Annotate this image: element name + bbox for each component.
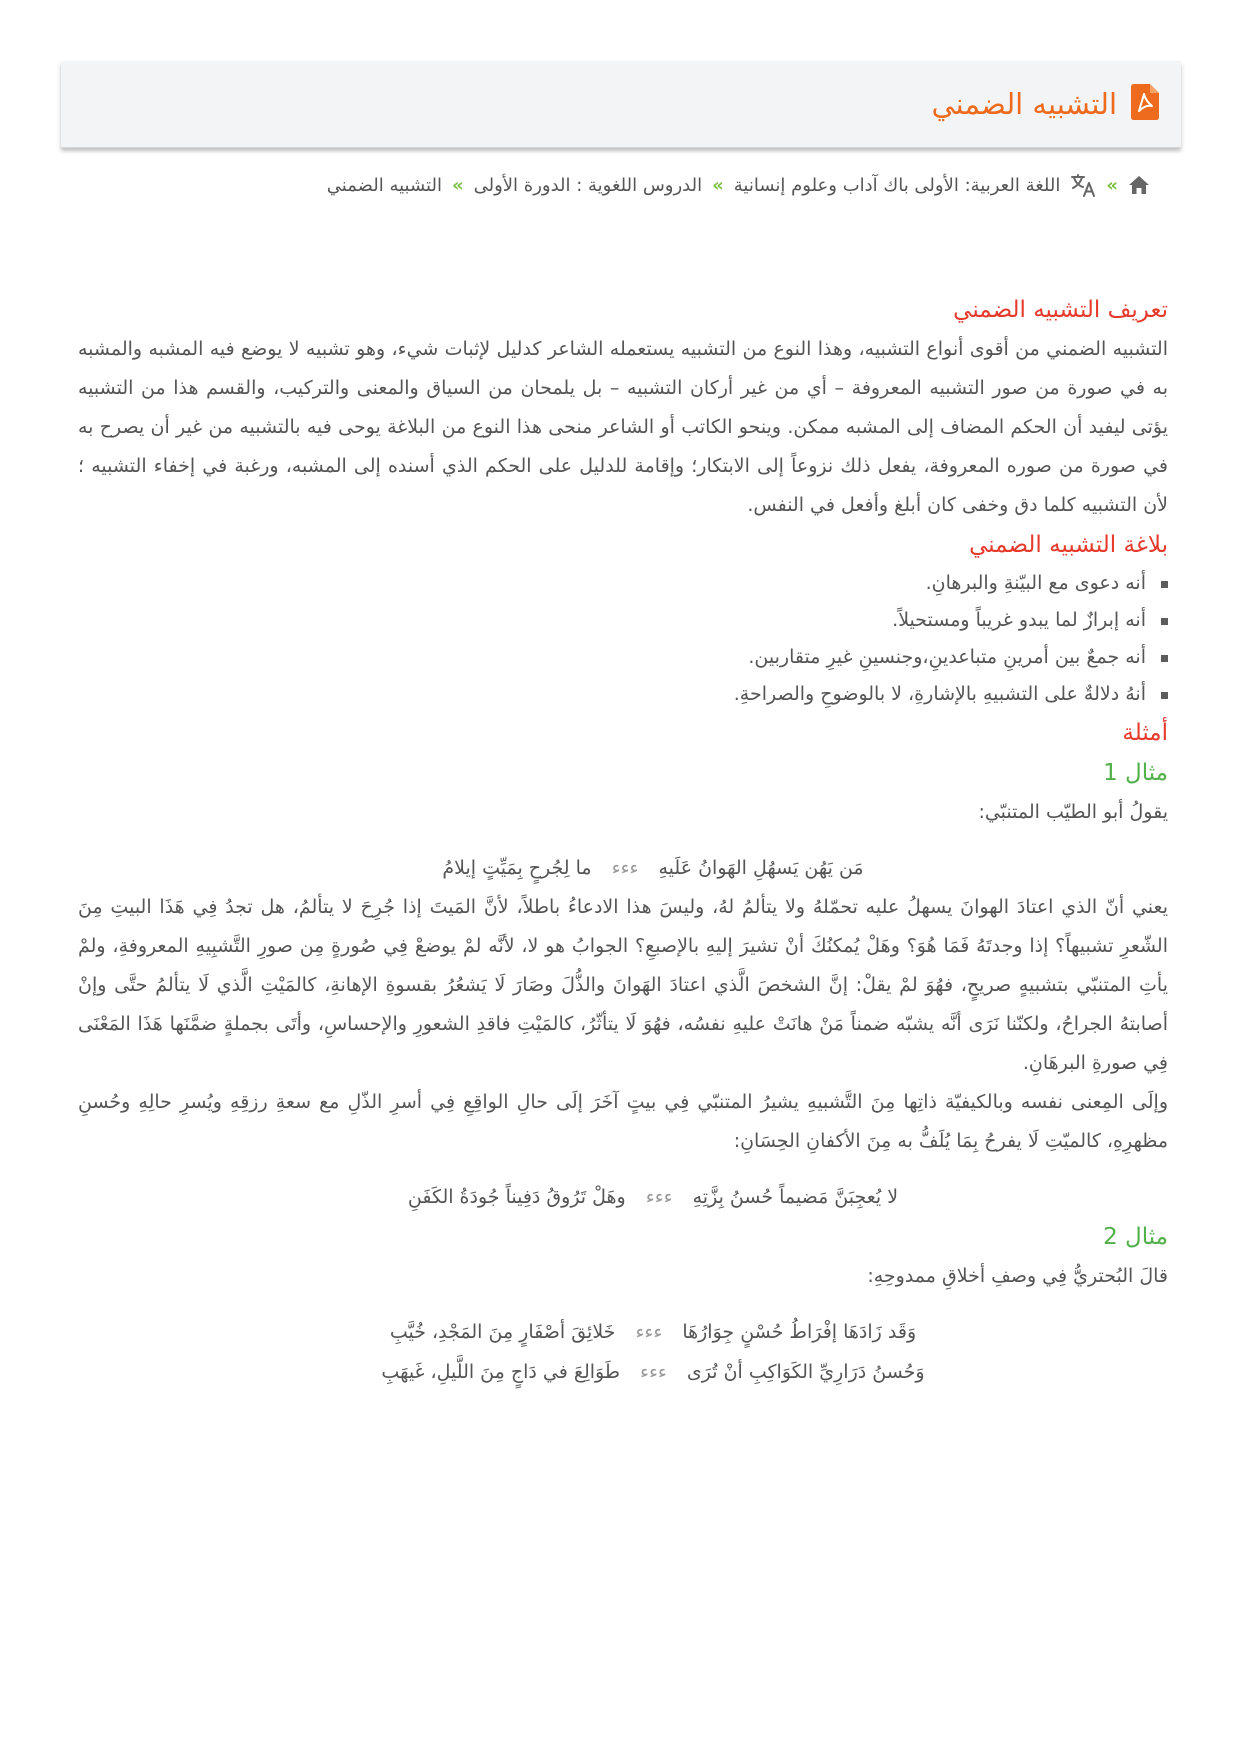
definition-heading: تعريف التشبيه الضمني — [953, 297, 1168, 323]
breadcrumb-separator: » — [451, 174, 464, 196]
rhetoric-list — [78, 565, 1168, 713]
verse-line — [78, 848, 1168, 888]
verse-separator: ءءء — [635, 1321, 663, 1343]
page-header — [61, 61, 1181, 148]
verse-second-hemistich: وهَلْ تَرُوقُ دَفِيناً جُودَةُ الكَفَنِ — [407, 1186, 626, 1208]
bullet-icon — [1161, 581, 1168, 588]
bullet-icon — [1161, 692, 1168, 699]
breadcrumb-separator: » — [712, 174, 724, 196]
home-icon[interactable] — [1128, 175, 1150, 195]
example-2-heading: مثال 2 — [1103, 1224, 1168, 1250]
verse-line — [78, 1177, 1168, 1217]
verse-second-hemistich: ما لِجُرحٍ بِمَيِّتٍ إيلامُ — [442, 857, 592, 879]
list-item: أنه إبرازٌ لما يبدو غريباً ومستحيلاً. — [78, 602, 1146, 639]
example-1-heading: مثال 1 — [1103, 760, 1168, 786]
verse-line — [78, 1312, 1168, 1352]
translate-icon — [1070, 173, 1096, 197]
example-1-intro: يقولُ أبو الطيّب المتنبّي: — [978, 801, 1168, 823]
page-title: التشبيه الضمني — [931, 87, 1117, 121]
definition-paragraph: التشبيه الضمني من أقوى أنواع التشبيه، وهذا النوع من التشبيه يستعمله الشاعر كدليل لإثبات شيء، وهو تشبيه لا يوضع فيه المشبه والمشبه به في صورة من صور التشبيه المعروفة – أي من غير أركان التشبيه – بل يلمحان من السياق والمعنى والتركيب، والقسم هذا من التشبيه يؤتى ليفيد أن الحكم المضاف إلى المشبه ممكن. وينحو الكاتب أو الشاعر منحى هذا النوع من البلاغة يوحى فيه بالتشبيه من غير أن يصرح به في صورة من صوره المعروفة، يفعل ذلك نزوعاً إلى الابتكار؛ وإقامة للدليل على الحكم الذي أسنده إلى المشبه، ورغبة في إخفاء التشبيه ؛ لأن التشبيه كلما دق وخفى كان أبلغ وأفعل في النفس. — [78, 338, 1168, 516]
breadcrumb-item-current: التشبيه الضمني — [326, 174, 442, 196]
examples-heading: أمثلة — [1122, 720, 1168, 746]
verse-second-hemistich: طَوَالِعَ في دَاجٍ مِنَ اللَّيلِ، غَيهَبِ — [381, 1361, 620, 1383]
verse-separator: ءءء — [640, 1361, 667, 1383]
verse-separator: ءءء — [611, 857, 639, 879]
bullet-icon — [1161, 655, 1168, 662]
example-1-explanation: يعني أنّ الذي اعتادَ الهوانَ يسهلُ عليه تحمّلهُ ولا يتألمُ لهُ، وليسَ هذا الادعاءُ باطلاً، لأنَّ المَيتَ إذا جُرِحَ لا يتألمُ، هل تجدُ فِي هَذَا البيتِ مِنَ الشّعرِ تشبيهاً؟ إذا وجدتَهُ فَمَا هُوَ؟ وهَلْ يُمكنُكَ أنْ تشيرَ إليهِ بالإصبعِ؟ الجوابُ هو لا، لأنَّه لمْ يوضعْ فِي صُورةٍ مِن صورِ التَّشبِيهِ المعروفةِ، ولمْ يأتِ المتنبّي بتشبيهٍ صريحٍ، فهُوَ لمْ يقلْ: إنَّ الشخصَ الَّذي اعتادَ الهَوانَ والذُّلَ وصَارَ لَا يَشعُرُ بقسوةِ الإهانةِ، كالمَيْتِ الَّذي لَا يتألمُ حتَّى وإنْ أصابتهُ الجراحُ، ولكنّنا نَرَى أنَّه يشبّه ضمناً مَنْ هانَتْ عليهِ نفسُه، فهُوَ لَا يتأثّرُ، كالمَيْتِ فاقدِ الشعورِ والإحساسِ، وأتَى بجملةٍ ضمَّنَها هَذَا المَعْنَى فِي صورةِ البرهَانِ. — [78, 896, 1168, 1074]
verse-separator: ءءء — [645, 1186, 673, 1208]
verse-second-hemistich: خَلائِقَ أصْفَارٍ مِنَ المَجْدِ، خُيَّبِ — [389, 1321, 616, 1343]
article-content — [78, 290, 1168, 1392]
list-item: أنهُ دلالةٌ على التشبيهِ بالإشارةِ، لا بالوضوحِ والصراحةِ. — [78, 676, 1146, 713]
verse-first-hemistich: لا يُعجِبَنَّ مَضيماً حُسنُ بِزَّتِهِ — [692, 1186, 899, 1208]
verse-line — [78, 1352, 1168, 1392]
breadcrumb-item-arabic[interactable]: اللغة العربية: الأولى باك آداب وعلوم إنسانية — [733, 174, 1061, 196]
list-item: أنه جمعٌ بين أمرينِ متباعدينِ،وجنسينِ غيرِ متقاربين. — [78, 639, 1146, 676]
list-item: أنه دعوى مع البيّنةِ والبرهانِ. — [78, 565, 1146, 602]
breadcrumb-separator: » — [1106, 174, 1118, 196]
example-2-intro: قالَ البُحتريُّ فِي وصفِ أخلاقِ ممدوحِهِ: — [867, 1265, 1168, 1287]
pdf-icon[interactable] — [1131, 84, 1159, 120]
breadcrumb — [327, 168, 1150, 202]
breadcrumb-item-lessons[interactable]: الدروس اللغوية : الدورة الأولى — [473, 174, 703, 196]
verse-first-hemistich: وَقَد زَادَهَا إفْرَاطُ حُسْنٍ جِوَارُهَا — [682, 1321, 917, 1343]
bullet-icon — [1161, 618, 1168, 625]
example-1-explanation-2: وإلَى المِعنى نفسه وبالكيفيّة ذاتِها مِنَ التَّشبيهِ يشيرُ المتنبّي فِي بيتٍ آخَرَ إلَى حالِ الواقِعِ فِي أسرِ الذّلِ مع سعةِ رزقِهِ ويُسرِ حالِهِ وحُسنِ مظهرِهِ، كالميّتِ لَا يفرحُ بِمَا يُلَفُّ به مِنَ الأكفانِ الحِسَانِ: — [78, 1091, 1168, 1152]
verse-first-hemistich: مَن يَهُن يَسهُلِ الهَوانُ عَلَيهِ — [658, 857, 864, 879]
rhetoric-heading: بلاغة التشبيه الضمني — [969, 532, 1168, 558]
verse-first-hemistich: وَحُسنُ دَرَارِيِّ الكَوَاكِبِ أنْ تُرَى — [686, 1361, 925, 1383]
